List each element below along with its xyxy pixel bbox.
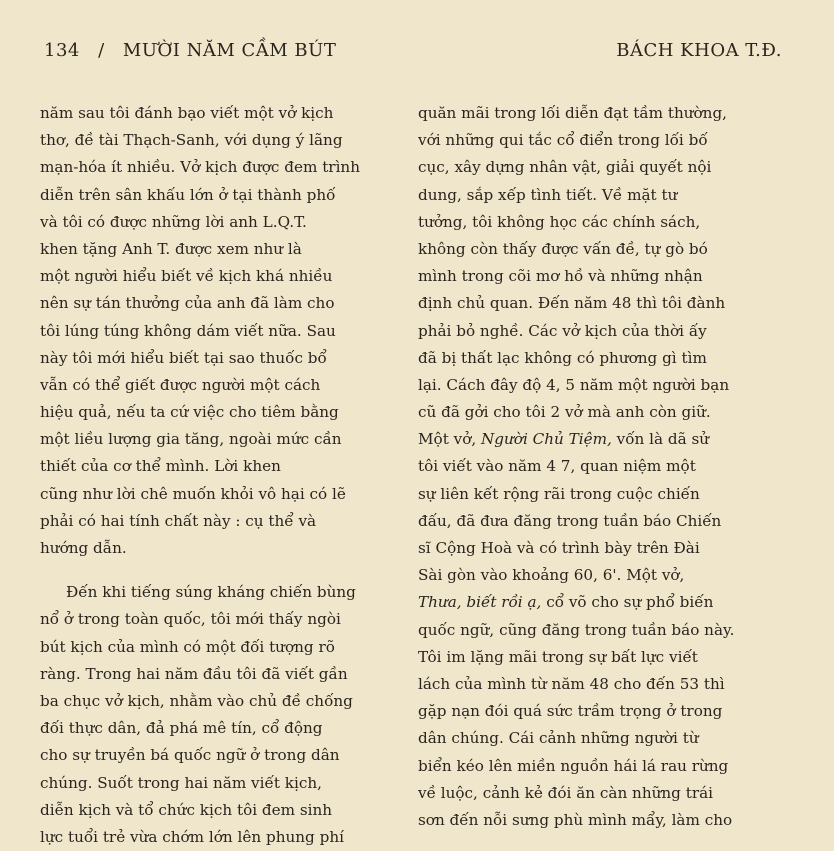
text-line: mình trong cõi mơ hồ và những nhận [418,267,703,286]
text-line: cho sự truyền bá quốc ngữ ở trong dân [40,746,340,765]
text-line: cũ đã gởi cho tôi 2 vở mà anh còn giữ. [418,403,711,422]
text-line: lực tuổi trẻ vừa chớm lớn lên phung phí [40,827,344,846]
play-title: Thưa, biết rồi ạ, [418,593,542,612]
text-line: nên sự tán thưởng của anh đã làm cho [40,294,335,313]
text-line: một người hiểu biết về kịch khá nhiều [40,267,333,286]
text-line: bút kịch của mình có một đối tượng rõ [40,637,335,656]
text-line: tưởng, tôi không học các chính sách, [418,212,701,231]
text-line: quăn mãi trong lối diễn đạt tầm thường, [418,104,728,122]
text-line: đối thực dân, đả phá mê tín, cổ động [40,719,323,738]
text-line: với những qui tắc cổ điển trong lối bố [418,131,708,150]
text-line: hiệu quả, nếu ta cứ việc cho tiêm bằng [40,403,339,422]
page-number: 134 [44,40,80,61]
text-line: ba chục vở kịch, nhằm vào chủ đề chống [40,691,353,710]
text-line: này tôi mới hiểu biết tại sao thuốc bổ [40,348,327,367]
play-title: Người Chủ Tiệm, [481,430,612,449]
text-line: đấu, đã đưa đăng trong tuần báo Chiến [418,511,722,530]
paragraph-gap [40,562,396,579]
text-line: gặp nạn đói quá sức trầm trọng ở trong [418,702,723,721]
text-line: vẫn có thể giết được người một cách [40,375,321,394]
text-line: về luộc, cảnh kẻ đói ăn càn những trái [418,783,713,802]
text-line: phải có hai tính chất này : cụ thể và [40,511,317,530]
left-column [40,100,396,851]
text-line: chúng. Suốt trong hai năm viết kịch, [40,773,322,792]
text-fragment: cổ võ cho sự phổ biến [541,593,714,612]
header-left [44,40,348,61]
journal-name: BÁCH KHOA T.Đ. [616,40,782,61]
text-line: và tôi có được những lời anh L.Q.T. [40,212,307,231]
text-line: dân chúng. Cái cảnh những người từ [418,729,699,748]
text-line: lại. Cách đây độ 4, 5 năm một người bạn [418,375,730,394]
text-line: sơn đến nỗi sưng phù mình mẩy, làm cho [418,810,733,829]
text-line: Tôi im lặng mãi trong sự bất lực viết [418,647,698,666]
text-line: một liều lượng gia tăng, ngoài mức cần [40,430,342,449]
text-line: ràng. Trong hai năm đầu tôi đã viết gần [40,664,348,683]
text-line: cục, xây dựng nhân vật, giải quyết nội [418,158,712,177]
text-line: sự liên kết rộng rãi trong cuộc chiến [418,484,700,503]
text-fragment: Một vở, [418,430,482,449]
text-fragment: vốn là dã sử [611,430,710,449]
text-line: sĩ Cộng Hoà và có trình bày trên Đài [418,539,700,557]
text-line: cũng như lời chê muốn khỏi vô hại có lẽ [40,484,346,503]
right-column [418,100,776,834]
text-line: diễn kịch và tổ chức kịch tôi đem sinh [40,800,333,819]
text-line: không còn thấy được vấn đề, tự gò bó [418,239,708,258]
text-line: đã bị thất lạc không có phương gì tìm [418,348,707,367]
header-separator: / [98,40,105,61]
text-line: Sài gòn vào khoảng 60, 6'. Một vở, [418,566,685,585]
text-line: dung, sắp xếp tình tiết. Về mặt tư [418,185,678,204]
text-line: thơ, đề tài Thạch-Sanh, với dụng ý lãng [40,131,343,150]
text-line: khen tặng Anh T. được xem như là [40,239,302,258]
text-line: mạn-hóa ít nhiều. Vở kịch được đem trình [40,158,360,177]
page-header [44,40,782,70]
text-line: phải bỏ nghề. Các vở kịch của thời ấy [418,321,707,340]
text-line: biển kéo lên miền nguồn hái lá rau rừng [418,756,729,775]
text-line: Đến khi tiếng súng kháng chiến bùng [66,583,356,602]
text-line: diễn trên sân khấu lớn ở tại thành phố [40,185,336,204]
text-line: quốc ngữ, cũng đăng trong tuần báo này. [418,620,735,639]
text-line-with-title [418,589,776,616]
text-line: thiết của cơ thể mình. Lời khen [40,457,281,476]
text-line: tôi viết vào năm 4 7, quan niệm một [418,457,696,476]
text-line: tôi lúng túng không dám viết nữa. Sau [40,321,336,340]
text-line: hướng dẫn. [40,539,127,557]
text-line-with-title [418,426,776,453]
text-line: năm sau tôi đánh bạo viết một vở kịch [40,104,334,122]
text-line: lách của mình từ năm 48 cho đến 53 thì [418,674,725,693]
text-line: nổ ở trong toàn quốc, tôi mới thấy ngòi [40,610,341,629]
text-line: định chủ quan. Đến năm 48 thì tôi đành [418,294,726,313]
book-title: MƯỜI NĂM CẦM BÚT [122,40,337,61]
